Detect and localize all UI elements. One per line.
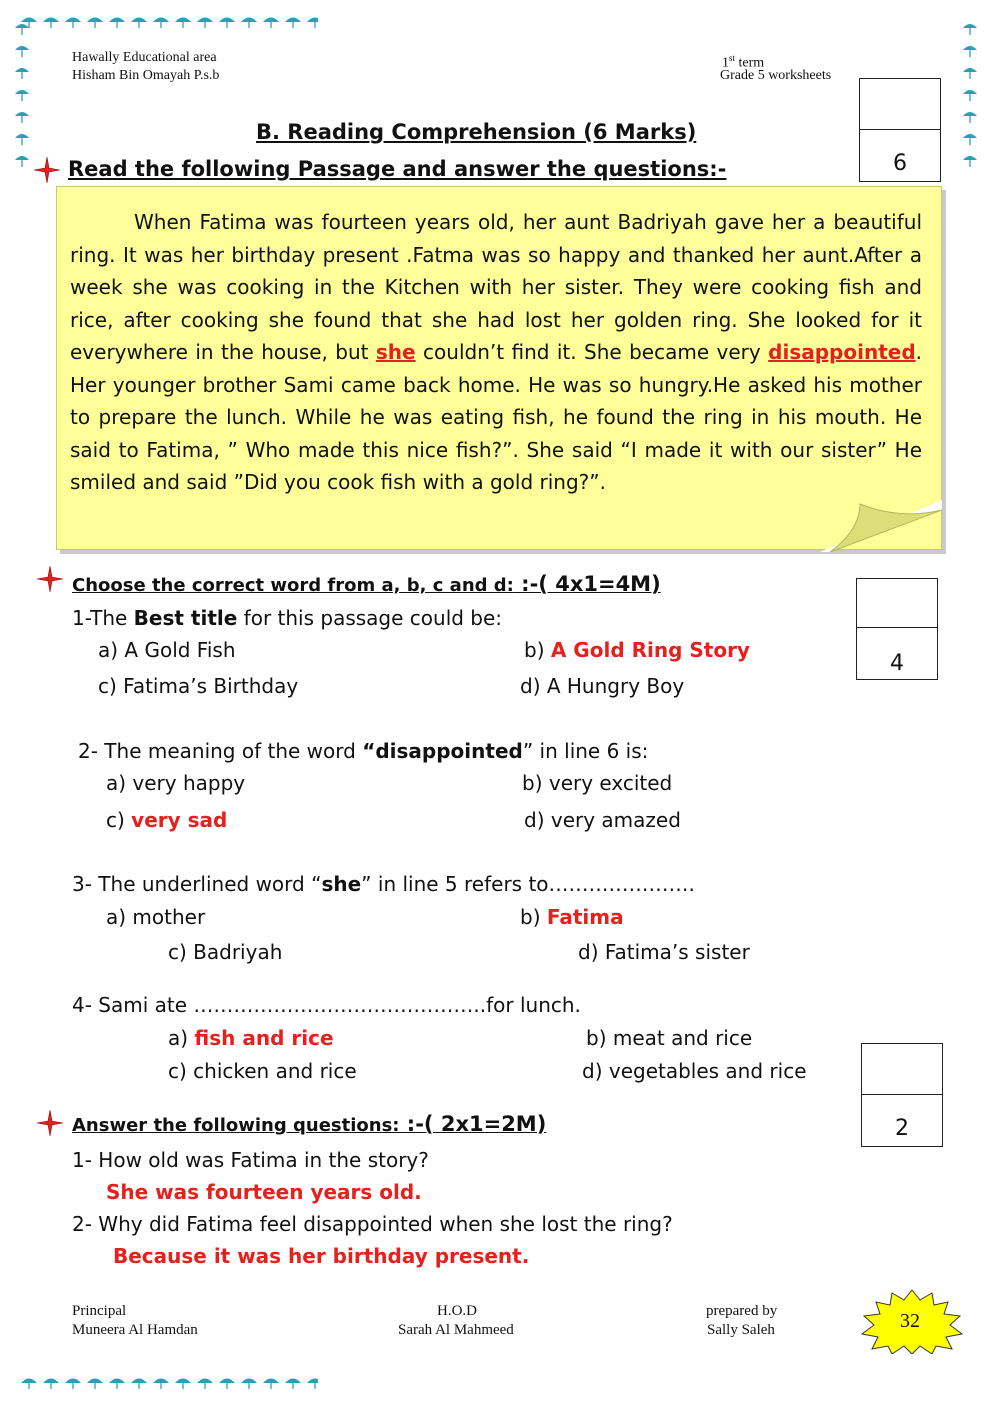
- short-marks: :-( 2x1=2M): [399, 1112, 547, 1136]
- score-box-total: [859, 78, 941, 182]
- q2-option-d: d) very amazed: [524, 808, 681, 832]
- grade-label: Grade 5 worksheets: [720, 68, 832, 83]
- school-name: Hisham Bin Omayah P.s.b: [72, 68, 220, 83]
- q3-stem: [72, 872, 695, 896]
- q1-prefix: 1-The: [72, 606, 134, 630]
- q1-option-b-label: b): [524, 638, 551, 662]
- prepared-name: Sally Saleh: [707, 1322, 775, 1338]
- page-border-bottom: [18, 1375, 318, 1391]
- page-border-left: [14, 18, 30, 168]
- principal-name: Muneera Al Hamdan: [72, 1322, 198, 1338]
- term-word: term: [735, 55, 765, 71]
- page-border-right: [962, 18, 978, 168]
- q2-prefix: 2- The meaning of the word: [78, 739, 363, 763]
- passage-word-she: she: [375, 340, 416, 364]
- short-heading: [72, 1112, 546, 1136]
- q1-option-c: c) Fatima’s Birthday: [98, 674, 299, 698]
- q4-option-b: b) meat and rice: [586, 1026, 753, 1050]
- q3-prefix: 3- The underlined word “: [72, 872, 322, 896]
- score-box-short: [861, 1043, 943, 1147]
- term-number: 1: [722, 55, 729, 71]
- q3-bold: she: [321, 872, 362, 896]
- passage-part1: When Fatima was fourteen years old, her aunt Badriyah gave her a beautiful ring. It was her birthday present .Fatma was so happy and thanked her aunt.After a week she was cooking in the Kitchen with her sister. They were cooking fish and rice, after cooking she found that she had lost her golden ring. She looked for it everywhere in the house, but: [70, 210, 922, 364]
- q2-option-a: a) very happy: [106, 771, 246, 795]
- q3-option-d: d) Fatima’s sister: [578, 940, 750, 964]
- q1-bold: Best title: [133, 606, 238, 630]
- page-number: 32: [900, 1310, 920, 1332]
- q2-option-c-label: c): [106, 808, 132, 832]
- score-box-mcq: [856, 578, 938, 680]
- prepared-title: prepared by: [706, 1303, 778, 1319]
- mcq-marks: :-( 4x1=4M): [513, 572, 661, 596]
- star-icon: [35, 1108, 65, 1138]
- hod-name: Sarah Al Mahmeed: [398, 1322, 514, 1338]
- q2-answer: very sad: [131, 808, 228, 832]
- q1-option-d: d) A Hungry Boy: [520, 674, 685, 698]
- q2-stem: [78, 739, 648, 763]
- q2-option-c: [106, 808, 227, 832]
- passage-part3: . Her younger brother Sami came back home. He was so hungry.He asked his mother to prepare the lunch. While he was eating fish, he found the ring in his mouth. He said to Fatima, ” Who made this nice fish?”. She said “I made it with our sister” He smiled and said ”Did you cook fish with a gold ring?”.: [70, 340, 922, 494]
- term-suffix: st: [729, 53, 736, 63]
- q3-option-b: [520, 905, 624, 929]
- passage-word-disappointed: disappointed: [768, 340, 916, 364]
- passage-text: [70, 206, 922, 499]
- score-total-value: 6: [893, 151, 907, 176]
- q2-option-b: b) very excited: [522, 771, 673, 795]
- q4-option-d: d) vegetables and rice: [582, 1059, 807, 1083]
- q4-option-a: [168, 1026, 334, 1050]
- q2-bold: “disappointed: [362, 739, 523, 763]
- q4-option-a-label: a): [168, 1026, 195, 1050]
- short-a2: Because it was her birthday present.: [113, 1244, 530, 1268]
- q2-suffix: ” in line 6 is:: [522, 739, 649, 763]
- q3-option-c: c) Badriyah: [168, 940, 283, 964]
- q1-option-b: [524, 638, 750, 662]
- passage-part2: couldn’t find it. She became very: [415, 340, 769, 364]
- q1-stem: [72, 606, 502, 630]
- section-title: B. Reading Comprehension (6 Marks): [256, 120, 697, 144]
- q4-option-c: c) chicken and rice: [168, 1059, 357, 1083]
- q3-answer: Fatima: [546, 905, 624, 929]
- score-short-value: 2: [895, 1116, 909, 1141]
- school-area: Hawally Educational area: [72, 50, 217, 65]
- principal-title: Principal: [72, 1303, 127, 1319]
- q1-answer: A Gold Ring Story: [550, 638, 750, 662]
- mcq-heading: [72, 572, 661, 596]
- star-icon: [35, 564, 65, 594]
- short-q1: 1- How old was Fatima in the story?: [72, 1148, 429, 1172]
- short-q2: 2- Why did Fatima feel disappointed when she lost the ring?: [72, 1212, 673, 1236]
- short-heading-text: Answer the following questions:: [72, 1115, 400, 1136]
- q4-answer: fish and rice: [194, 1026, 334, 1050]
- q3-option-a: a) mother: [106, 905, 206, 929]
- q4-stem: 4- Sami ate ……………………………………..for lunch.: [72, 993, 581, 1017]
- hod-title: H.O.D: [437, 1303, 477, 1319]
- instruction-heading: Read the following Passage and answer the questions:-: [68, 157, 727, 181]
- page-curl-icon: [820, 500, 942, 552]
- q3-suffix: ” in line 5 refers to………………….: [361, 872, 695, 896]
- q1-option-a: a) A Gold Fish: [98, 638, 236, 662]
- page-border-top: [18, 14, 318, 30]
- score-mcq-value: 4: [890, 651, 904, 676]
- mcq-heading-text: Choose the correct word from a, b, c and d:: [72, 575, 514, 596]
- star-icon: [32, 155, 62, 185]
- q3-option-b-label: b): [520, 905, 547, 929]
- short-a1: She was fourteen years old.: [106, 1180, 422, 1204]
- q1-suffix: for this passage could be:: [237, 606, 503, 630]
